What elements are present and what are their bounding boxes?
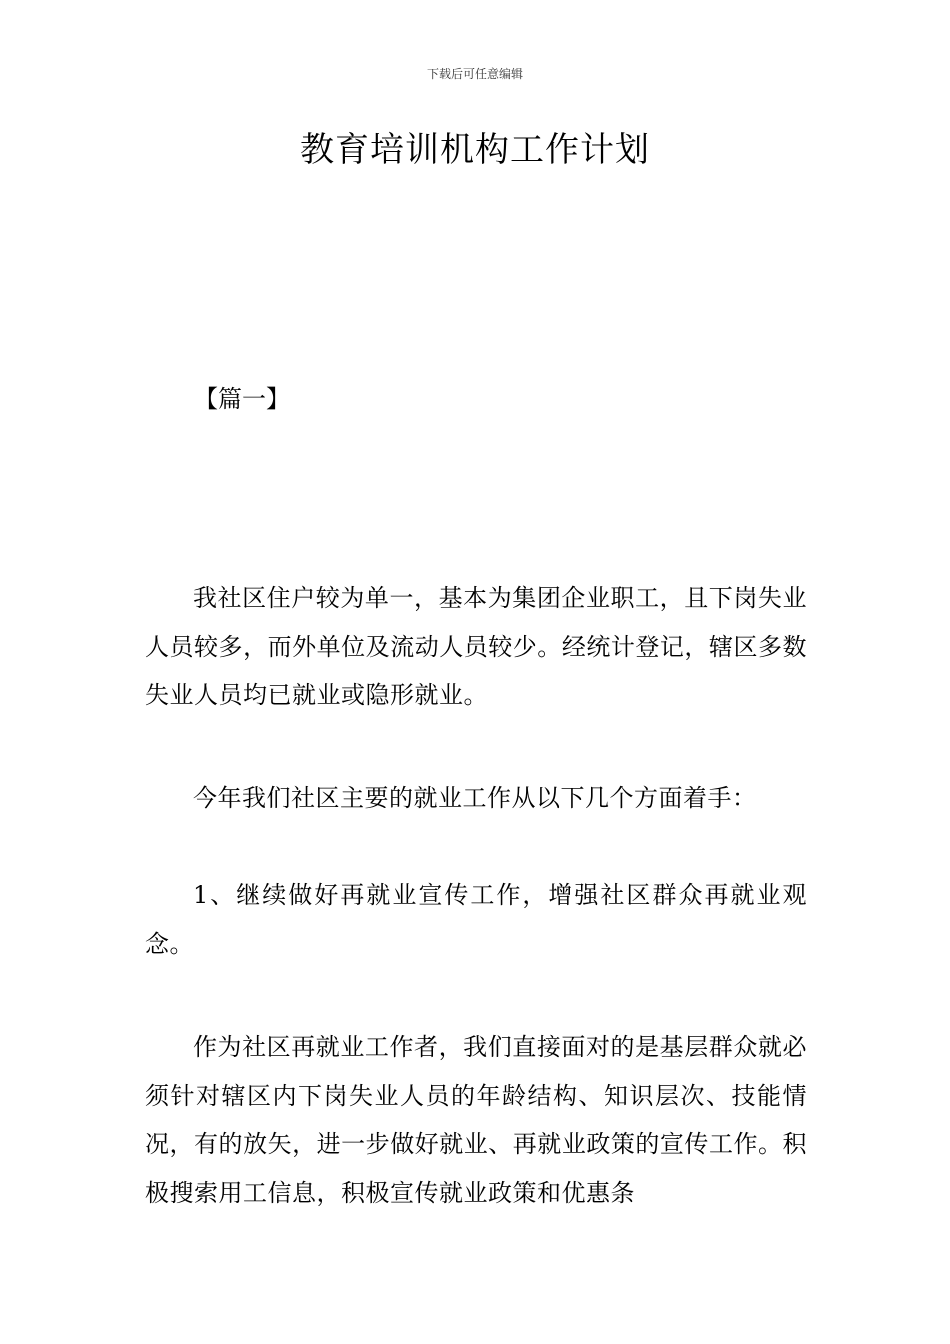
body-paragraph: 1、继续做好再就业宣传工作，增强社区群众再就业观念。 xyxy=(145,881,807,958)
body-paragraph: 我社区住户较为单一，基本为集团企业职工，且下岗失业人员较多，而外单位及流动人员较少。经统计登记，辖区多数失业人员均已就业或隐形就业。 xyxy=(145,584,807,709)
body-paragraph: 作为社区再就业工作者，我们直接面对的是基层群众就必须针对辖区内下岗失业人员的年龄结构、知识层次、技能情况，有的放矢，进一步做好就业、再就业政策的宣传工作。积极搜索用工信息，积极宣传就业政策和优惠条 xyxy=(145,1033,807,1207)
section-heading: 【篇一】 xyxy=(194,385,290,413)
body-paragraph: 今年我们社区主要的就业工作从以下几个方面着手： xyxy=(193,784,757,812)
document-title: 教育培训机构工作计划 xyxy=(300,130,650,170)
header-note: 下载后可任意编辑 xyxy=(426,67,523,81)
